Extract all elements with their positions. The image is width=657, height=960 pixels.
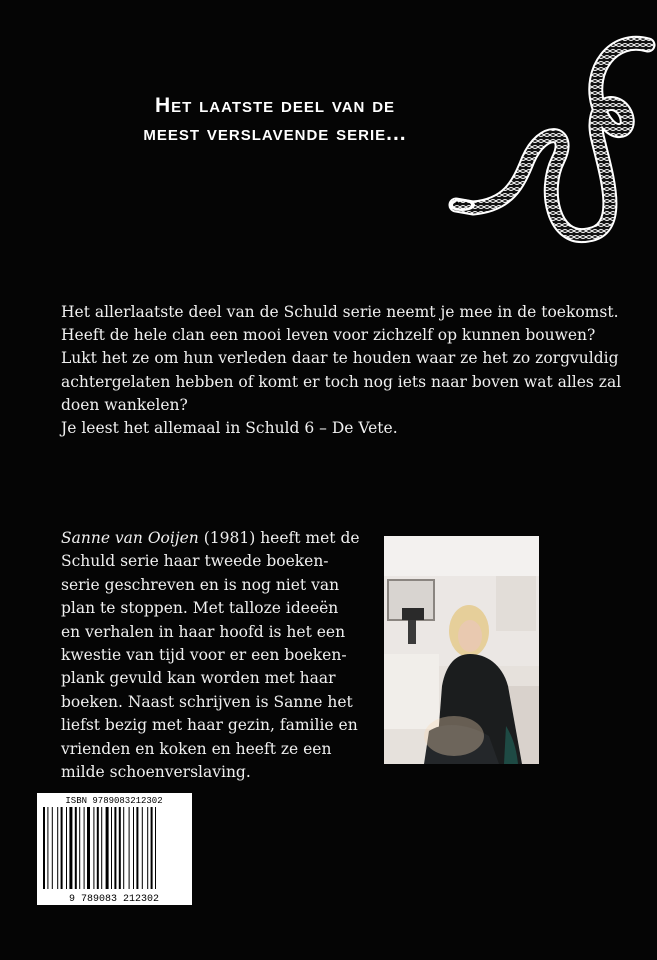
barcode-bar: [69, 807, 72, 889]
barcode-bar: [147, 807, 148, 889]
barcode-bar: [101, 807, 102, 889]
tagline-line-2: meest verslavende serie...: [143, 122, 407, 145]
barcode-bar: [75, 807, 77, 889]
barcode-bar: [97, 807, 99, 889]
barcode-bar: [142, 807, 143, 889]
barcode-bar: [57, 807, 58, 889]
barcode-bar: [129, 807, 130, 889]
barcode: [37, 793, 192, 905]
author-photo: [384, 536, 539, 764]
author-bio: [61, 527, 361, 784]
barcode-bar: [155, 807, 156, 889]
barcode-bar: [151, 807, 153, 889]
barcode-bar: [87, 807, 90, 889]
barcode-bar: [43, 807, 45, 889]
back-cover-blurb: [61, 301, 631, 440]
barcode-isbn: ISBN 9789083212302: [65, 796, 163, 806]
author-name: Sanne van Ooijen: [61, 529, 199, 547]
tagline-line-1: Het laatste deel van de: [154, 94, 396, 117]
barcode-bar: [123, 807, 124, 889]
snake-icon: [448, 30, 657, 255]
barcode-bar: [47, 807, 48, 889]
blurb-paragraph: Het allerlaatste deel van de Schuld serie neemt je mee in de toekomst. Heeft de hele clan een mooi leven voor zichzelf op kunnen bouwen? Lukt het ze om hun verleden daar te houden waar ze het zo zorgvuldig achtergelaten hebben of komt er toch nog iets naar boven wat alles zal doen wankelen?: [61, 303, 622, 414]
barcode-bar: [119, 807, 121, 889]
barcode-bar: [133, 807, 134, 889]
barcode-bar: [93, 807, 94, 889]
barcode-bar: [136, 807, 138, 889]
barcode-bar: [52, 807, 53, 889]
barcode-bar: [111, 807, 112, 889]
blurb-closing: Je leest het allemaal in Schuld 6 – De Vete.: [61, 419, 398, 438]
author-bio-text: (1981) heeft met de Schuld serie haar tweede boeken-serie geschreven en is nog niet van plan te stoppen. Met talloze ideeën en verhalen in haar hoofd is het een kwestie van tijd voor er een boeken-plank gevuld kan worden met haar boeken. Naast schrijven is Sanne het liefst bezig met haar gezin, familie en vrienden en koken en heeft ze een milde schoenverslaving.: [61, 529, 360, 782]
barcode-bar: [66, 807, 67, 889]
barcode-digits: 9 789083 212302: [68, 894, 160, 905]
barcode-bar: [114, 807, 116, 889]
tagline: [60, 92, 490, 148]
barcode-bar: [61, 807, 63, 889]
barcode-bar: [84, 807, 85, 889]
barcode-bar: [106, 807, 109, 889]
barcode-bar: [79, 807, 80, 889]
